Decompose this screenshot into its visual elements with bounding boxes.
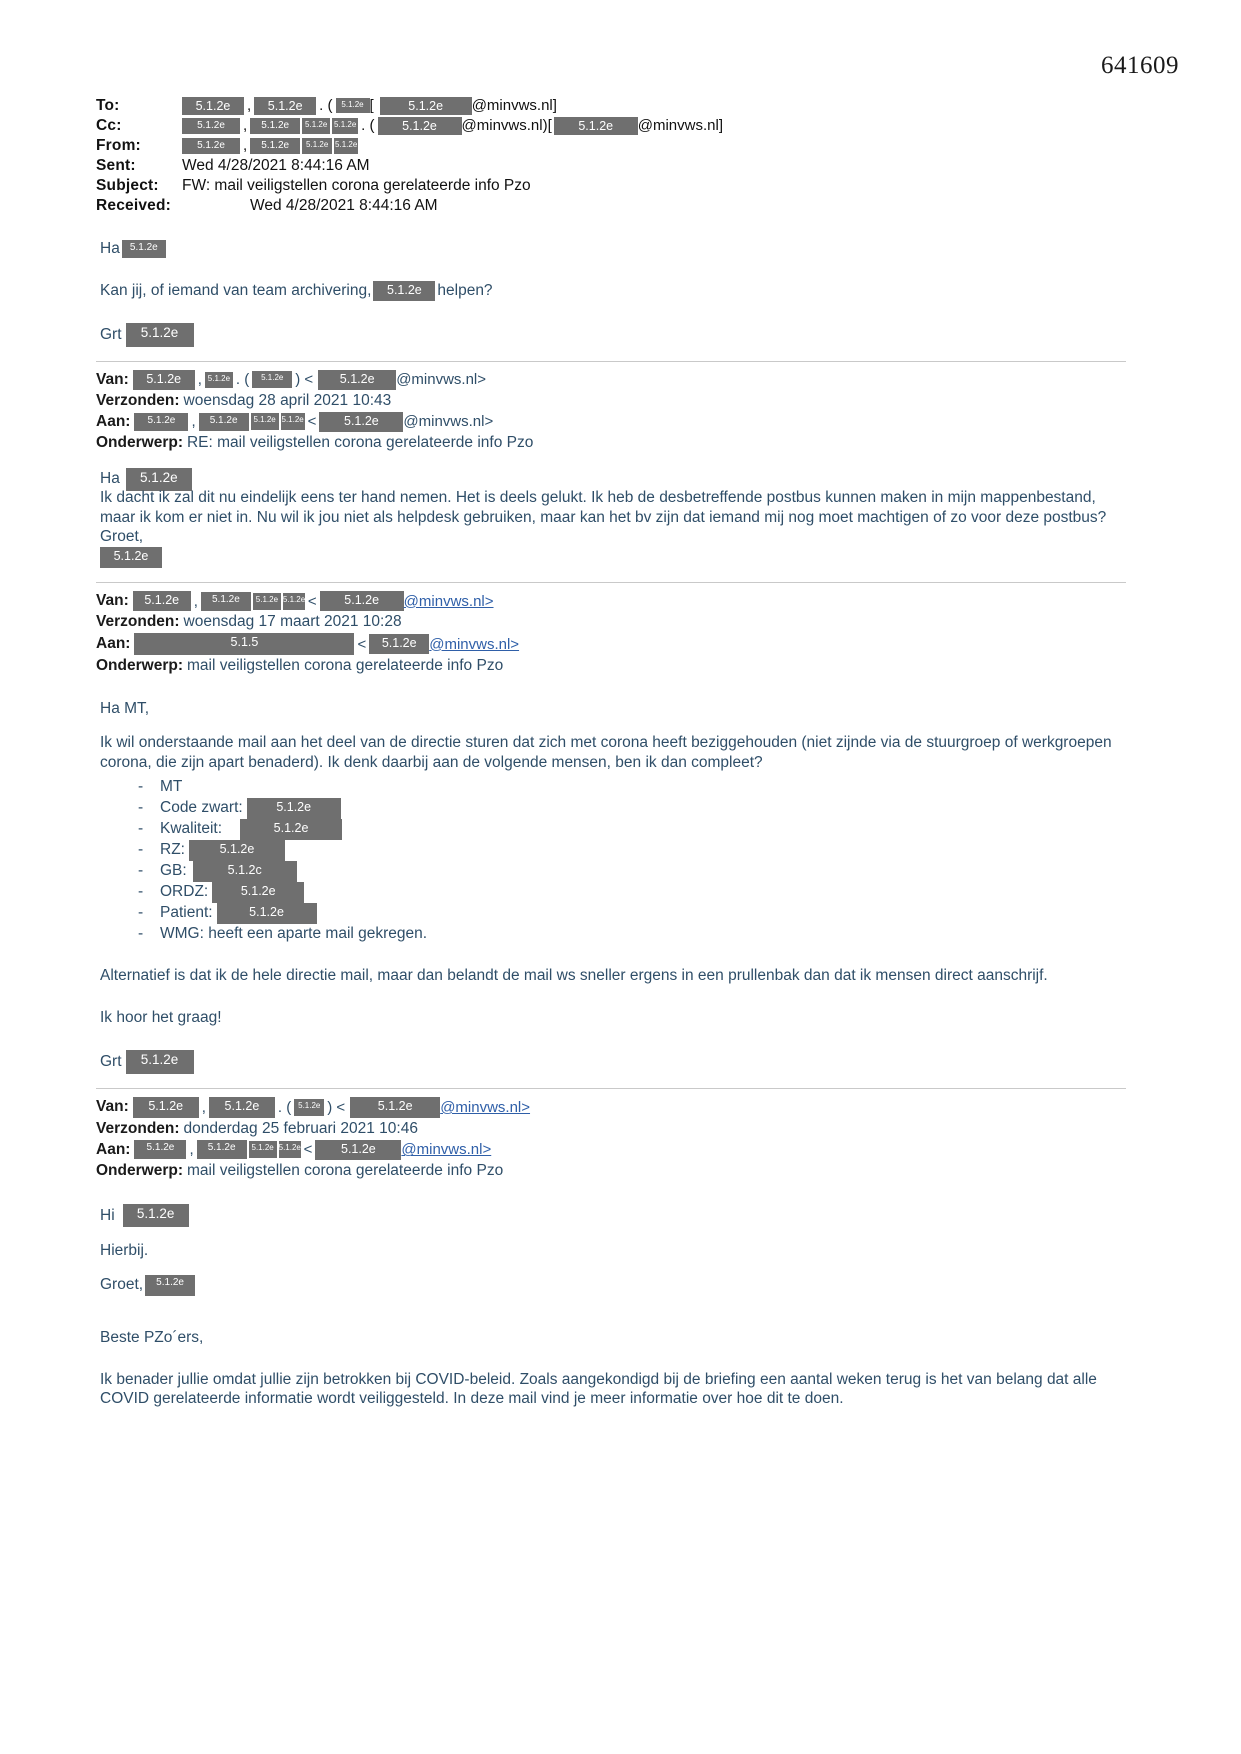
quote-3-line-1: Hierbij. [100,1241,149,1259]
redaction-block: 5.1.2e [380,97,472,115]
redaction-block: 5.1.2e [332,118,358,134]
verzonden-label: Verzonden: [96,613,180,631]
to-label: To: [96,96,120,114]
quote-2-bullet-list [100,777,1126,945]
redaction-block: 5.1.2e [201,592,251,611]
list-item [138,861,1126,882]
aan-domain: @minvws.nl> [403,413,494,431]
redaction-block: 5.1.2e [133,591,191,611]
quote-1-onderwerp-row [96,434,1126,452]
separator: , [247,97,252,114]
email-header [96,96,1126,215]
verzonden-label: Verzonden: [96,1119,180,1137]
onderwerp-value: mail veiligstellen corona gerelateerde info Pzo [186,1161,504,1179]
greeting: Ha [100,470,120,488]
quoted-message-2 [96,591,1126,1074]
final-greeting: Beste PZo´ers, [100,1328,204,1346]
redaction-block: 5.1.2e [126,468,192,491]
quote-2-verzonden-row [96,613,1126,631]
from-value [182,137,358,154]
quote-3-onderwerp-row [96,1162,1126,1180]
redaction-block: 5.1.2e [373,281,435,301]
redaction-block: 5.1.2e [209,1097,275,1118]
signoff: Grt [100,1053,122,1071]
quoted-message-1 [96,370,1126,568]
van-domain: @minvws.nl> [396,371,487,389]
onderwerp-label: Onderwerp: [96,1161,183,1179]
greeting: Hi [100,1206,115,1224]
message-1-greeting-row [100,239,1126,259]
received-value: Wed 4/28/2021 8:44:16 AM [250,196,438,214]
redaction-block: 5.1.2e [336,98,370,113]
redaction-block: 5.1.2e [302,138,332,154]
quote-2-paragraph-1: Ik wil onderstaande mail aan het deel van de directie sturen dat zich met corona heeft beziggehouden (niet zijnde via de stuurgroep of werkgroepen corona, die zijn apart benaderd). Ik denk daarbij aan de volgende mensen, ben ik dan compleet? [100,734,1112,771]
list-item [138,924,1126,945]
onderwerp-label: Onderwerp: [96,657,183,675]
quote-3-aan-row [96,1140,1126,1160]
list-item [138,903,1126,924]
divider [96,582,1126,583]
redaction-block: 5.1.2e [126,323,194,347]
groet: Groet, [100,1276,144,1294]
quote-1-paragraph: Ik dacht ik zal dit nu eindelijk eens ter hand nemen. Het is deels gelukt. Ik heb de desbetreffende postbus kunnen maken in mijn mappenbestand, maar ik kom er niet in. Nu wil ik jou niet als helpdesk gebruiken, maar kan het bv zijn dat iemand mij nog moet machtigen of zo voor deze postbus? [100,488,1107,526]
redaction-block: 5.1.2e [318,370,396,390]
bullet-label: MT [160,777,183,795]
quote-3-body [96,1204,1126,1296]
aan-domain[interactable]: @minvws.nl> [401,1141,492,1159]
redaction-block: 5.1.2e [212,882,304,903]
quote-1-van-row [96,370,1126,390]
redaction-block: 5.1.2e [182,97,244,115]
quote-2-body [96,699,1126,1074]
redaction-block: 5.1.2e [122,240,166,258]
cc-domain-2: @minvws.nl] [637,117,723,134]
quote-3-groet-row [100,1275,1126,1296]
van-label: Van: [96,1098,129,1116]
separator: < [357,635,367,653]
greeting: Ha [100,240,120,257]
redaction-block: 5.1.2e [378,117,462,135]
bullet-label: Patient: [160,903,213,921]
from-label: From: [96,136,141,154]
redaction-block: 5.1.2e [554,117,638,135]
cc-value [182,117,723,135]
redaction-block: 5.1.2e [315,1140,401,1160]
redaction-block: 5.1.2e [320,591,404,611]
header-row-cc [96,116,1126,135]
separator: < [303,1141,313,1159]
redaction-block: 5.1.2e [205,372,233,388]
message-final [96,1328,1126,1409]
bullet-label: Code zwart: [160,798,243,816]
redaction-block: 5.1.2e [253,593,281,610]
bullet-dash: - [138,840,144,858]
separator: < [307,592,317,610]
bullet-dash: - [138,777,144,795]
redaction-block: 5.1.2e [247,798,341,819]
bullet-dash: - [138,798,144,816]
redaction-block: 5.1.2e [199,413,249,431]
list-item [138,840,1126,861]
header-row-from [96,136,1126,155]
redaction-block: 5.1.2e [133,1097,199,1118]
divider [96,361,1126,362]
redaction-block: 5.1.2e [250,138,300,154]
list-item [138,819,1126,840]
subject-label: Subject: [96,176,159,194]
separator: , [201,1098,206,1116]
redaction-block: 5.1.2e [350,1097,440,1118]
aan-label: Aan: [96,1140,131,1158]
separator: , [193,592,198,610]
redaction-block: 5.1.2e [254,97,316,115]
to-domain: @minvws.nl] [471,97,557,114]
redaction-block: 5.1.2e [126,1050,194,1074]
bullet-label: WMG: heeft een aparte mail gekregen. [160,924,428,942]
aan-label: Aan: [96,412,131,430]
separator: , [243,137,248,154]
divider [96,1088,1126,1089]
separator: ) < [295,371,314,389]
redaction-block: 5.1.2e [217,903,317,924]
list-item [138,798,1126,819]
cc-domain: @minvws.nl)[ [461,117,552,134]
redaction-block: 5.1.2e [252,371,292,388]
signoff: Grt [100,325,122,343]
onderwerp-value: RE: mail veiligstellen corona gerelateerde info Pzo [186,433,534,451]
quote-2-onderwerp-row [96,657,1126,675]
quote-2-van-row [96,591,1126,611]
aan-domain[interactable]: @minvws.nl> [429,635,520,653]
redaction-block: 5.1.2e [251,413,279,430]
van-label: Van: [96,592,129,610]
header-row-subject [96,176,1126,195]
message-1-signoff-row [100,323,1126,347]
separator: ) < [327,1098,346,1116]
quote-2-paragraph-3: Ik hoor het graag! [100,1009,222,1027]
bullet-dash: - [138,819,144,837]
redaction-block: 5.1.2e [250,118,300,134]
separator: . ( [319,97,333,114]
quote-3-van-row [96,1097,1126,1118]
redaction-block: 5.1.2e [145,1275,195,1296]
redaction-block: 5.1.2e [182,138,240,154]
quote-2-greeting: Ha MT, [100,700,150,718]
redaction-block: 5.1.2e [283,593,305,610]
bullet-label: RZ: [160,840,185,858]
quote-3-greeting-row [100,1204,1126,1227]
verzonden-label: Verzonden: [96,391,180,409]
list-item [138,777,1126,798]
quote-3-verzonden-row [96,1120,1126,1138]
redaction-block: 5.1.2e [302,118,330,134]
email-document [96,96,1126,1409]
redaction-block: 5.1.2e [134,1140,186,1159]
bullet-dash: - [138,861,144,879]
quoted-message-3 [96,1097,1126,1296]
bullet-dash: - [138,924,144,942]
quote-2-signoff-row [100,1050,1126,1074]
bullet-dash: - [138,882,144,900]
redaction-block: 5.1.2e [134,413,188,431]
sent-value: Wed 4/28/2021 8:44:16 AM [182,156,370,174]
separator: , [191,413,196,431]
redaction-block: 5.1.2e [123,1204,189,1227]
redaction-block: 5.1.2e [197,1140,247,1159]
cc-label: Cc: [96,116,122,134]
redaction-block: 5.1.2e [334,138,358,154]
bullet-label: GB: [160,861,187,879]
separator: . ( [235,371,250,389]
redaction-block: 5.1.2e [182,118,240,134]
redaction-block: 5.1.2e [100,547,162,568]
final-paragraph: Ik benader jullie omdat jullie zijn betrokken bij COVID-beleid. Zoals aangekondigd bij de briefing een aantal weken terug is het van belang dat alle COVID gerelateerde informatie wordt veiliggesteld. In deze mail vind je meer informatie over hoe dit te doen. [100,1370,1097,1408]
van-domain[interactable]: @minvws.nl> [440,1098,531,1116]
header-row-received [96,196,1126,215]
verzonden-value: woensdag 28 april 2021 10:43 [183,391,392,409]
message-1-text: Kan jij, of iemand van team archivering, [100,281,372,299]
redaction-block: 5.1.2e [189,840,285,861]
redaction-block: 5.1.2e [294,1099,324,1116]
redaction-block: 5.1.2e [240,819,342,840]
received-label: Received: [96,196,172,214]
document-number: 641609 [1101,52,1179,79]
bullet-label: Kwaliteit: [160,819,223,837]
header-row-sent [96,156,1126,175]
list-item [138,882,1126,903]
redaction-block: 5.1.2e [369,634,429,654]
separator: , [243,117,248,134]
message-1 [96,239,1126,347]
message-1-text-tail: helpen? [437,281,493,299]
quote-1-signature [100,547,1126,568]
separator: . ( [277,1098,292,1116]
verzonden-value: woensdag 17 maart 2021 10:28 [183,613,402,631]
redaction-block: 5.1.2e [133,370,195,390]
van-label: Van: [96,370,129,388]
redaction-block: 5.1.2e [249,1141,277,1158]
quote-1-verzonden-row [96,392,1126,410]
quote-2-aan-row [96,633,1126,655]
quote-1-body [96,468,1126,568]
separator: . ( [361,117,375,134]
message-1-line-1 [100,281,1126,301]
van-domain[interactable]: @minvws.nl> [403,592,494,610]
quote-2-paragraph-2: Alternatief is dat ik de hele directie mail, maar dan belandt de mail ws sneller ergens in een prullenbak dan dat ik mensen direct aanschrijf. [100,967,1048,985]
separator: [ [369,97,374,114]
separator: , [189,1141,194,1159]
bullet-label: ORDZ: [160,882,209,900]
redaction-block: 5.1.2c [193,861,297,882]
redaction-block: 5.1.2e [279,1141,301,1158]
onderwerp-label: Onderwerp: [96,433,183,451]
quote-1-groet: Groet, [100,528,144,546]
redaction-block: 5.1.2e [281,413,305,430]
onderwerp-value: mail veiligstellen corona gerelateerde info Pzo [186,657,504,675]
subject-value: FW: mail veiligstellen corona gerelateerde info Pzo [182,176,531,194]
email-body [96,239,1126,1409]
redaction-block: 5.1.2e [319,412,403,432]
aan-label: Aan: [96,635,131,653]
separator: < [307,413,317,431]
separator: , [197,371,202,389]
redaction-block: 5.1.5 [134,633,354,655]
bullet-dash: - [138,903,144,921]
to-value [182,97,557,115]
header-row-to [96,96,1126,115]
quote-1-aan-row [96,412,1126,432]
sent-label: Sent: [96,156,136,174]
verzonden-value: donderdag 25 februari 2021 10:46 [183,1119,418,1137]
